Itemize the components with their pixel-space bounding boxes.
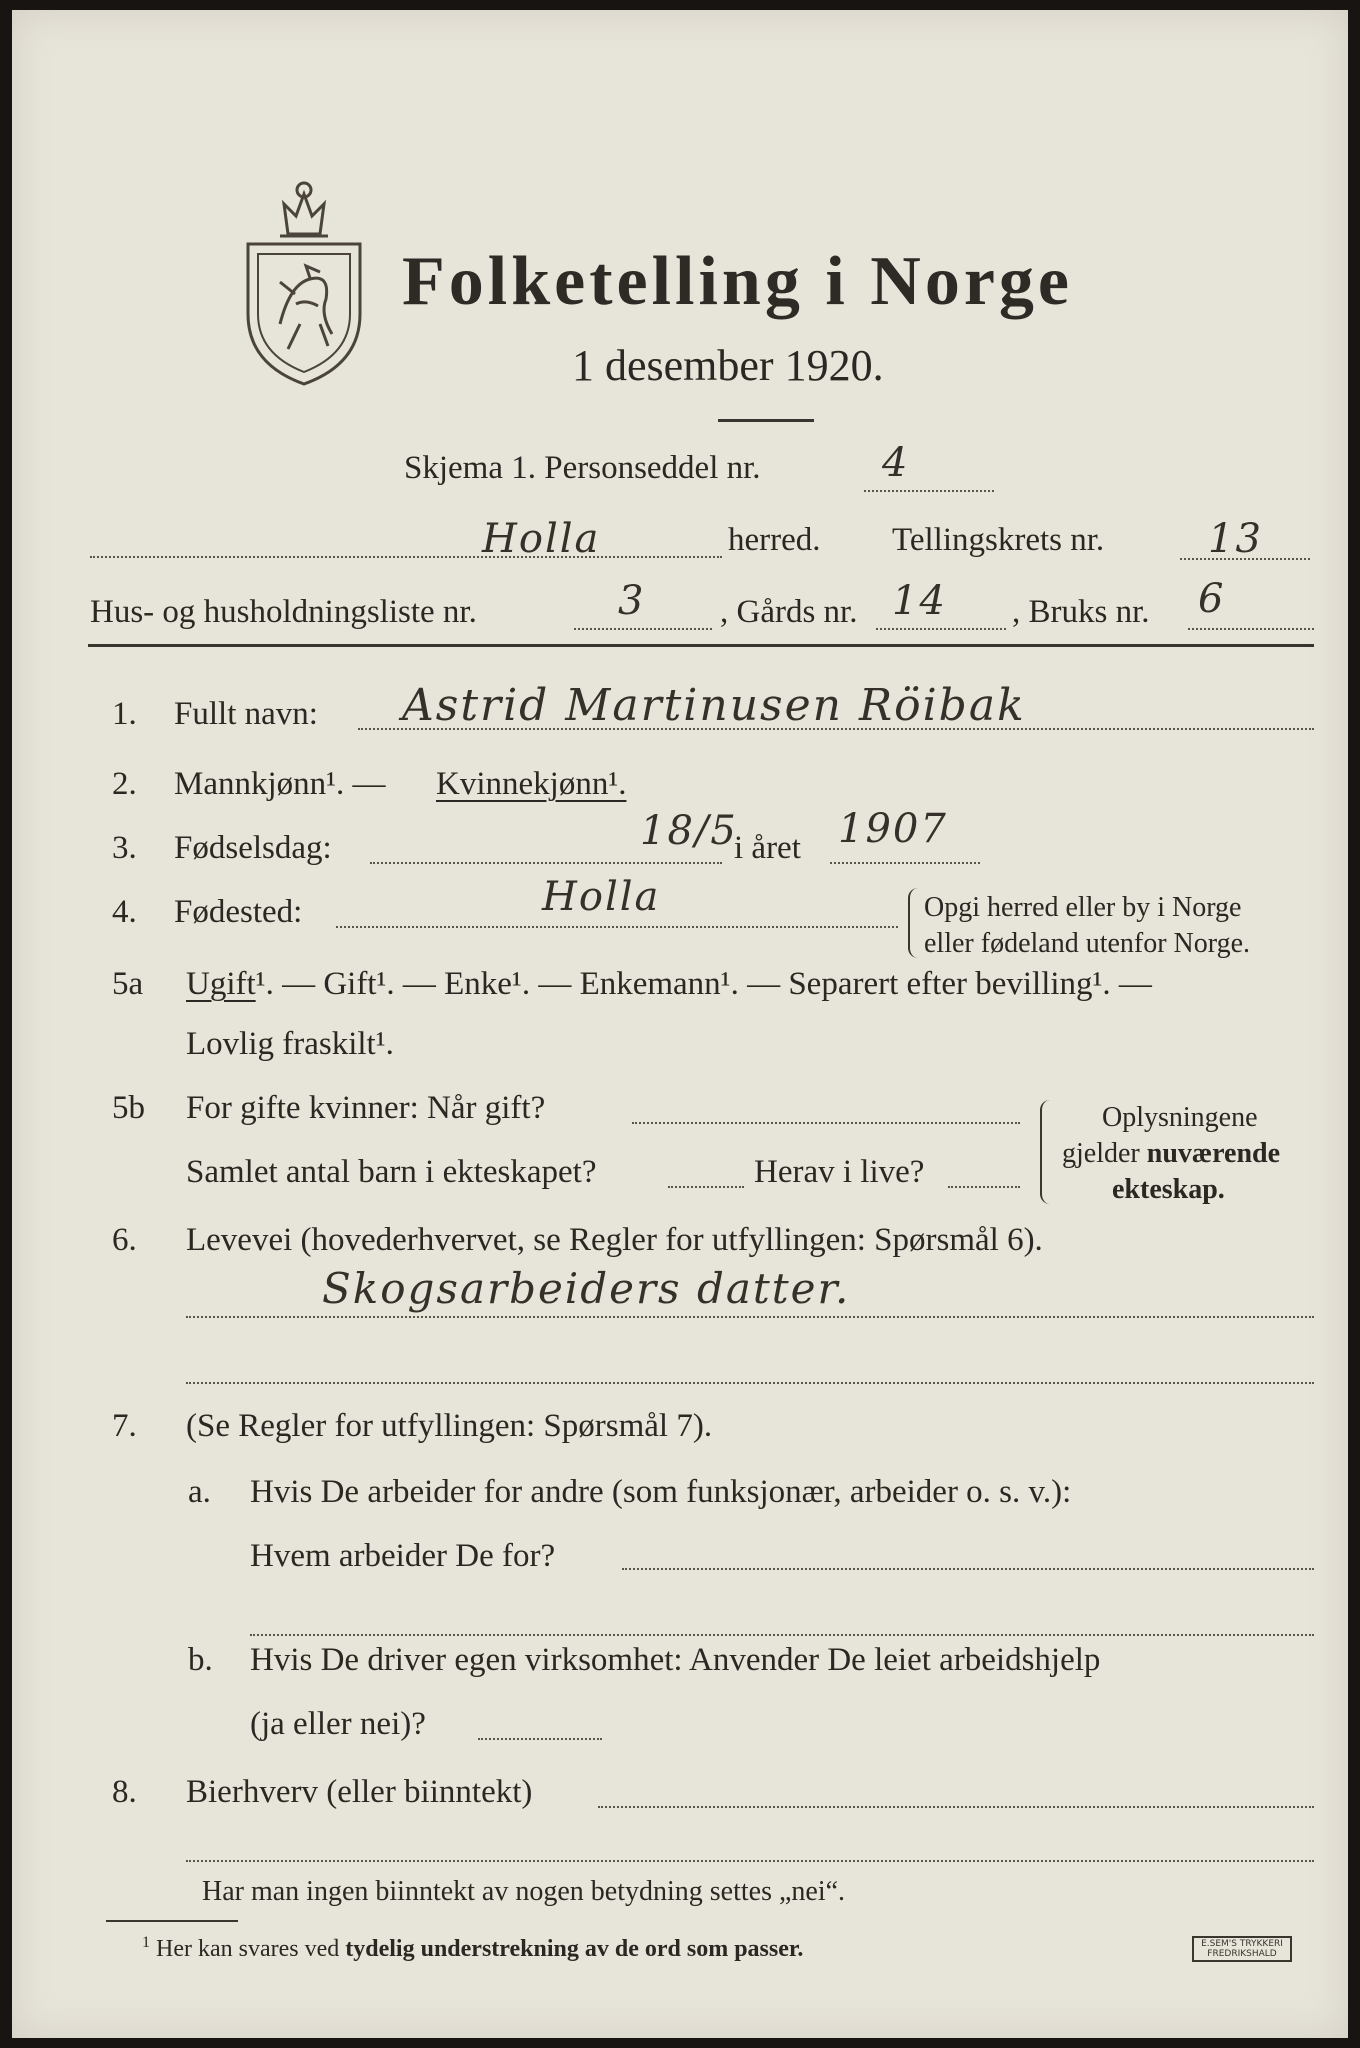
q5b-note-bold: nuværende: [1146, 1138, 1281, 1169]
husholdningsliste-number: 3: [618, 578, 646, 624]
q2-female-underlined: Kvinnekjønn¹.: [436, 766, 627, 802]
q5a-options: ¹. — Gift¹. — Enke¹. — Enkemann¹. — Separert efter bevilling¹. —: [255, 966, 1152, 1002]
herred-label: herred.: [728, 522, 821, 558]
full-name-value: Astrid Martinusen Röibak: [402, 680, 1026, 731]
q7-number: 7.: [112, 1408, 137, 1444]
q5b-alive-label: Herav i live?: [754, 1154, 925, 1190]
husholdningsliste-label: Hus- og husholdningsliste nr.: [90, 594, 477, 630]
q4-note-line1: Opgi herred eller by i Norge: [924, 892, 1242, 923]
tellingskrets-number: 13: [1208, 516, 1263, 562]
norway-coat-of-arms-icon: [240, 174, 368, 388]
footnote-divider: [106, 1920, 238, 1922]
form-date: 1 desember 1920.: [572, 341, 884, 390]
q7a-text: Hvis De arbeider for andre (som funksjonær, arbeider o. s. v.):: [250, 1474, 1072, 1510]
occupation-value: Skogsarbeiders datter.: [322, 1264, 851, 1313]
birth-year-value: 1907: [838, 806, 948, 852]
q5b-note-line3: ekteskap.: [1112, 1174, 1225, 1205]
printer-stamp-line1: E.SEM'S TRYKKERI: [1201, 1939, 1283, 1949]
q5a-number: 5a: [112, 966, 144, 1002]
q3-number: 3.: [112, 830, 137, 866]
q6-number: 6.: [112, 1222, 137, 1258]
q8-number: 8.: [112, 1774, 137, 1810]
title-divider: [718, 419, 814, 422]
q7b-text: Hvis De driver egen virksomhet: Anvender De leiet arbeidshjelp: [250, 1642, 1101, 1678]
q1-label: Fullt navn:: [174, 696, 318, 732]
q4-note-line2: eller fødeland utenfor Norge.: [924, 928, 1251, 959]
footnote-text: Her kan svares ved: [156, 1936, 340, 1962]
q2-male: Mannkjønn¹. —: [174, 766, 386, 802]
q7a-question: Hvem arbeider De for?: [250, 1538, 556, 1574]
q5b-number: 5b: [112, 1090, 145, 1126]
q5b-note-line2: gjelder: [1062, 1138, 1147, 1169]
q7b-question: (ja eller nei)?: [250, 1706, 426, 1742]
q4-label: Fødested:: [174, 894, 303, 930]
q5b-children-label: Samlet antal barn i ekteskapet?: [186, 1154, 597, 1190]
header-divider: [88, 644, 1314, 647]
q5b-note-line1: Oplysningene: [1102, 1102, 1258, 1133]
census-form-page: [12, 10, 1348, 2038]
footnote-bold-text: tydelig understrekning av de ord som passer.: [345, 1936, 804, 1962]
tellingskrets-label: Tellingskrets nr.: [892, 522, 1105, 558]
q7a-letter: a.: [188, 1474, 211, 1510]
footnote: [142, 1934, 803, 1963]
q2-number: 2.: [112, 766, 137, 802]
bruks-number: 6: [1198, 576, 1226, 622]
q7b-letter: b.: [188, 1642, 213, 1678]
q4-number: 4.: [112, 894, 137, 930]
printer-stamp-line2: FREDRIKSHALD: [1207, 1949, 1277, 1959]
q8-note: Har man ingen biinntekt av nogen betydning settes „nei“.: [202, 1876, 846, 1907]
q5a-options-line2: Lovlig fraskilt¹.: [186, 1026, 394, 1062]
schema-label: Skjema 1. Personseddel nr.: [404, 450, 761, 486]
gards-label: , Gårds nr.: [720, 594, 858, 630]
herred-value: Holla: [482, 516, 601, 562]
q7-label: (Se Regler for utfyllingen: Spørsmål 7).: [186, 1408, 713, 1444]
personseddel-number: 4: [882, 440, 910, 486]
bruks-label: , Bruks nr.: [1012, 594, 1150, 630]
q3-year-label: i året: [734, 830, 801, 866]
footnote-marker: 1: [142, 1934, 150, 1951]
q1-number: 1.: [112, 696, 137, 732]
printer-stamp: [1192, 1936, 1292, 1962]
form-title: Folketelling i Norge: [402, 243, 1074, 320]
q5a-ugift-underlined: Ugift: [186, 966, 256, 1002]
birth-day-value: 18/5: [640, 808, 738, 854]
q5b-married-when: For gifte kvinner: Når gift?: [186, 1090, 546, 1126]
q6-label: Levevei (hovederhvervet, se Regler for utfyllingen: Spørsmål 6).: [186, 1222, 1043, 1258]
q3-label: Fødselsdag:: [174, 830, 332, 866]
q8-label: Bierhverv (eller biinntekt): [186, 1774, 533, 1810]
birthplace-value: Holla: [542, 874, 661, 920]
gards-number: 14: [892, 578, 947, 624]
